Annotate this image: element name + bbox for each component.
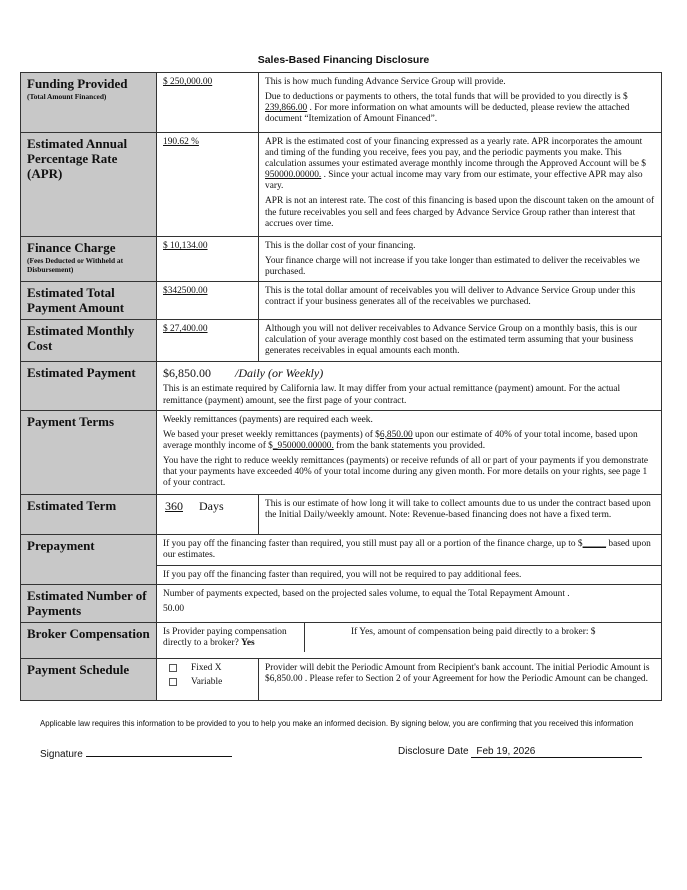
funding-description	[259, 73, 662, 133]
funding-p2-post: . For more information on what amounts will be deducted, please review the attached document “Itemization of Amount Financed”.	[265, 103, 630, 125]
broker-question-text: Is Provider paying compensation directly to a broker?	[163, 626, 287, 648]
est-payment-p1: This is an estimate required by California law. It may differ from your actual remittance (payment) amount. For the actual remittance (payment) amount, see the first page of your contract.	[163, 384, 621, 406]
variable-checkbox[interactable]	[169, 678, 177, 686]
prepayment-p1-a: If you pay off the financing faster than required, you still must pay all or a portion of the finance charge, up to $	[163, 538, 583, 549]
row-broker-compensation	[21, 622, 662, 658]
est-payment-amount-line	[163, 366, 656, 380]
total-payment-description	[259, 282, 662, 320]
est-payment-label: Estimated Payment	[27, 365, 136, 381]
finance-charge-label-cell	[21, 237, 157, 282]
row-funding-provided	[21, 73, 662, 133]
disclosure-table	[20, 72, 662, 701]
broker-answer: Yes	[241, 638, 255, 648]
signature-label: Signature	[40, 749, 83, 760]
apr-label-cell	[21, 133, 157, 237]
fixed-option-label: Fixed X	[191, 662, 222, 673]
apr-value-cell	[157, 133, 259, 237]
prepayment-p1-b: based upon our estimates.	[163, 538, 651, 560]
est-payment-description	[157, 362, 662, 410]
broker-label-cell	[21, 622, 157, 658]
row-monthly-cost	[21, 320, 662, 362]
monthly-cost-amount-cell	[157, 320, 259, 362]
apr-label: Estimated Annual Percentage Rate (APR)	[27, 136, 128, 181]
num-payments-description	[157, 584, 662, 622]
schedule-label-cell	[21, 658, 157, 700]
est-payment-label-cell	[21, 362, 157, 410]
payment-terms-p2-a: We based your preset weekly remittances (payments) of $	[163, 429, 380, 440]
funding-net-amount: 239,866.00	[265, 103, 308, 114]
total-payment-amount: $342500.00	[163, 286, 208, 297]
monthly-cost-amount: $ 27,400.00	[163, 324, 208, 335]
term-description	[259, 494, 662, 534]
finance-charge-label: Finance Charge	[27, 240, 116, 255]
apr-p1-pre: APR is the estimated cost of your financing expressed as a yearly rate. APR incorporates the amount and timing of the funding you receive, fees you pay, and the periodic payments you make. This calculation assumes your estimated average monthly income through the Approved Account will be $	[265, 137, 646, 170]
num-payments-label: Estimated Number of Payments	[27, 587, 147, 618]
funding-amount: $ 250,000.00	[163, 77, 213, 87]
term-days-label: Days	[199, 498, 224, 513]
prepayment-description	[157, 534, 662, 584]
est-payment-frequency: /Daily (or Weekly)	[235, 366, 324, 381]
payment-terms-p3: You have the right to reduce weekly remittances (payments) or receive refunds of all or part of your payments if you demonstrate that your payments have exceeded 40% of your total income during any given month. For more details on your rights, see page 1 of your contract.	[163, 455, 649, 489]
funding-sublabel: (Total Amount Financed)	[27, 91, 107, 101]
funding-p1: This is how much funding Advance Service Group will provide.	[265, 77, 506, 87]
apr-p1-post: . Since your actual income may vary from our estimate, your effective APR may also vary.	[265, 170, 643, 192]
broker-label: Broker Compensation	[27, 625, 150, 641]
monthly-cost-label-cell	[21, 320, 157, 362]
apr-value: 190.62 %	[163, 137, 199, 147]
broker-amount: If Yes, amount of compensation being paid directly to a broker: $	[351, 626, 596, 637]
funding-label-cell	[21, 73, 157, 133]
row-total-payment	[21, 282, 662, 320]
payment-terms-label-cell	[21, 410, 157, 494]
schedule-option-variable[interactable]	[169, 677, 253, 688]
total-payment-label: Estimated Total Payment Amount	[27, 285, 125, 316]
footer-note: Applicable law requires this information to be provided to you to help you make an informed decision. By signing below, you are confirming that you received this information	[40, 719, 634, 728]
finance-charge-p1: This is the dollar cost of your financing.	[265, 241, 416, 251]
monthly-income-amount: _950000.00000.	[272, 440, 334, 451]
prepayment-label-cell	[21, 534, 157, 584]
finance-charge-p2: Your finance charge will not increase if you take longer than estimated to deliver the receivables we purchased.	[265, 256, 640, 278]
total-payment-amount-cell	[157, 282, 259, 320]
broker-description	[157, 622, 662, 658]
signature-block	[40, 746, 232, 760]
monthly-cost-p1: Although you will not deliver receivables to Advance Service Group on a monthly basis, this is our calculation of your average monthly cost based on the estimated term assuming that your business generates receivables in equal amounts each month.	[265, 324, 638, 357]
row-prepayment	[21, 534, 662, 584]
disclosure-date-block	[398, 746, 642, 758]
signature-line[interactable]	[86, 746, 232, 757]
term-label-cell	[21, 494, 157, 534]
apr-description	[259, 133, 662, 237]
term-days-cell	[157, 494, 259, 534]
monthly-cost-label: Estimated Monthly Cost	[27, 323, 135, 354]
payment-terms-p2	[163, 430, 656, 452]
row-estimated-term	[21, 494, 662, 534]
schedule-option-fixed[interactable]	[169, 663, 253, 674]
prepayment-p2: If you pay off the financing faster than required, you will not be required to pay additional fees.	[163, 569, 522, 580]
schedule-description	[259, 658, 662, 700]
schedule-label: Payment Schedule	[27, 661, 130, 677]
row-apr	[21, 133, 662, 237]
finance-charge-amount-cell	[157, 237, 259, 282]
row-finance-charge	[21, 237, 662, 282]
num-payments-value: 50.00	[163, 604, 185, 614]
payment-terms-p1: Weekly remittances (payments) are required each week.	[163, 414, 373, 425]
broker-question	[157, 623, 305, 652]
term-label: Estimated Term	[27, 497, 117, 513]
est-payment-amount: $6,850.00	[163, 366, 211, 381]
num-payments-label-cell	[21, 584, 157, 622]
prepayment-p1	[157, 535, 661, 566]
payment-terms-description	[157, 410, 662, 494]
apr-p2: APR is not an interest rate. The cost of this financing is based upon the discount taken on the amount of the future receivables you sell and fees charged by Advance Service Group rather than interest that accrues over time.	[265, 196, 655, 229]
term-p1: This is our estimate of how long it will take to collect amounts due to us under the contract based upon the Initial Daily/weekly amount. Note: Revenue-based financing does not have a fixed term.	[265, 498, 651, 520]
funding-p2	[265, 92, 656, 125]
document-title: Sales-Based Financing Disclosure	[257, 54, 430, 66]
payment-terms-label: Payment Terms	[27, 413, 115, 429]
apr-p1	[265, 137, 656, 192]
finance-charge-amount: $ 10,134.00	[163, 241, 208, 251]
disclosure-date-label: Disclosure Date	[398, 746, 469, 757]
funding-p2-pre: Due to deductions or payments to others, the total funds that will be provided to you directly is $	[265, 92, 628, 103]
row-payment-schedule	[21, 658, 662, 700]
payment-terms-p2-b: upon our estimate of 40% of your total income, based upon average monthly income of $	[163, 429, 638, 451]
total-payment-p1: This is the total dollar amount of receivables you will deliver to Advance Service Group under this contract if your business generates all of the receivables we purchased.	[265, 286, 636, 308]
total-payment-label-cell	[21, 282, 157, 320]
row-estimated-payment	[21, 362, 662, 410]
apr-income: 950000.00000.	[265, 170, 322, 181]
monthly-cost-description	[259, 320, 662, 362]
payment-terms-p2-c: from the bank statements you provided.	[333, 440, 486, 451]
schedule-p1: Provider will debit the Periodic Amount from Recipient's bank account. The initial Periodic Amount is $6,850.00 . Please refer to Section 2 of your Agreement for how the Periodic Amount can be changed.	[265, 662, 650, 684]
prepayment-label: Prepayment	[27, 537, 95, 553]
broker-columns	[163, 627, 656, 649]
schedule-options-cell	[157, 658, 259, 700]
weekly-remittance-amount: 6,850.00	[379, 429, 413, 440]
term-days-value: 360	[165, 498, 183, 513]
finance-charge-description	[259, 237, 662, 282]
row-number-of-payments	[21, 584, 662, 622]
disclosure-date-value: Feb 19, 2026	[471, 746, 642, 758]
funding-amount-cell	[157, 73, 259, 133]
finance-charge-sublabel: (Fees Deducted or Withheld at Disbursement)	[27, 255, 124, 274]
num-payments-p1: Number of payments expected, based on the projected sales volume, to equal the Total Repayment Amount .	[163, 588, 570, 599]
row-payment-terms	[21, 410, 662, 494]
fixed-checkbox[interactable]	[169, 664, 177, 672]
prepayment-blank: _____	[582, 538, 607, 549]
funding-label: Funding Provided	[27, 76, 128, 91]
variable-option-label: Variable	[191, 677, 223, 687]
